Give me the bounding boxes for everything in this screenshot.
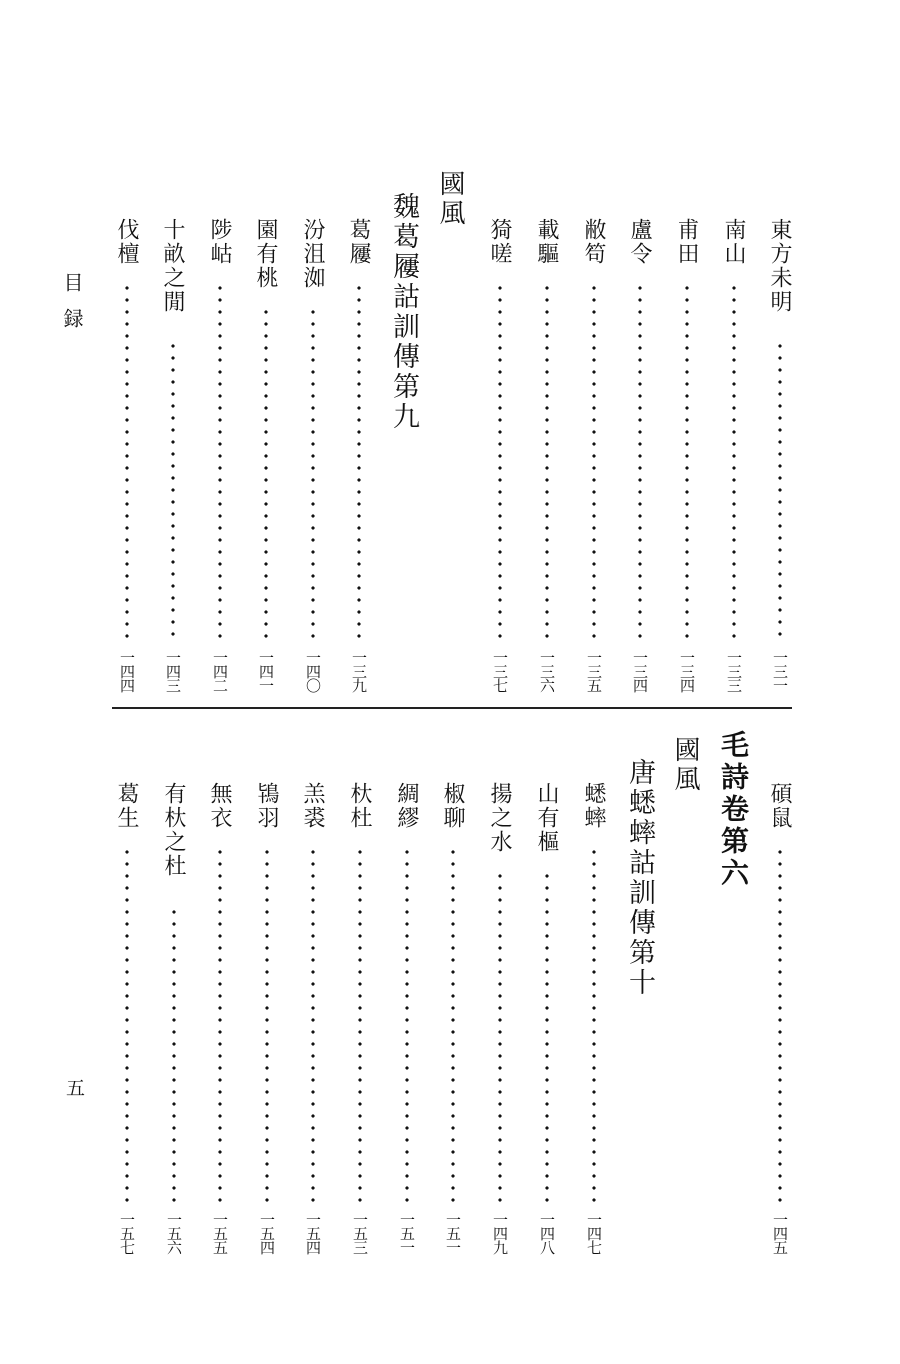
leader-dots	[358, 846, 362, 1202]
leader-dots	[311, 306, 315, 640]
toc-entry-title: 十畝之閒	[160, 218, 185, 314]
toc-entry-page: 一三三	[725, 650, 743, 692]
toc-entry-page: 一三七	[491, 650, 509, 692]
toc-entry-title: 葛生	[114, 782, 139, 830]
toc-entry-title: 載驅	[534, 218, 559, 266]
toc-entry-title: 東方未明	[767, 218, 792, 314]
leader-dots	[638, 282, 642, 640]
toc-entry-page: 一五五	[211, 1212, 229, 1254]
leader-dots	[592, 282, 596, 640]
toc-entry-page: 一四三	[164, 650, 182, 692]
toc-entry-title: 汾沮洳	[300, 218, 325, 290]
leader-dots	[264, 306, 268, 640]
leader-dots	[778, 340, 782, 640]
volume-heading: 毛詩卷第六	[717, 730, 750, 890]
toc-entry-title: 鴇羽	[254, 782, 279, 830]
toc-entry-page: 一三一	[771, 650, 789, 692]
leader-dots	[451, 846, 455, 1202]
toc-entry-title: 陟岵	[207, 218, 232, 266]
toc-entry-page: 一五一	[398, 1212, 416, 1254]
toc-entry-title: 園有桃	[253, 218, 278, 290]
toc-entry-page: 一三五	[585, 650, 603, 692]
toc-entry-title: 猗嗟	[487, 218, 512, 266]
toc-entry-page: 一四五	[771, 1212, 789, 1254]
toc-entry-title: 山有樞	[534, 782, 559, 854]
toc-entry-title: 無衣	[207, 782, 232, 830]
toc-entry-title: 椒聊	[440, 782, 465, 830]
chapter-heading: 魏葛屨詁訓傳第九	[388, 192, 419, 432]
leader-dots	[311, 846, 315, 1202]
page-folio: 五	[63, 1078, 85, 1097]
toc-entry-title: 甫田	[674, 218, 699, 266]
leader-dots	[172, 906, 176, 1202]
toc-entry-title: 敝笱	[581, 218, 606, 266]
horizontal-divider	[112, 707, 792, 709]
toc-entry-page: 一五四	[258, 1212, 276, 1254]
section-heading: 國風	[435, 170, 465, 228]
leader-dots	[218, 282, 222, 640]
leader-dots	[125, 282, 129, 640]
toc-entry-page: 一四四	[118, 650, 136, 692]
toc-entry-page: 一三九	[350, 650, 368, 692]
toc-entry-page: 一四一	[257, 650, 275, 692]
toc-entry-title: 南山	[721, 218, 746, 266]
toc-entry-title: 揚之水	[487, 782, 512, 854]
toc-entry-page: 一四〇	[304, 650, 322, 692]
toc-entry-title: 杕杜	[347, 782, 372, 830]
toc-entry-page: 一四九	[491, 1212, 509, 1254]
toc-entry-title: 綢繆	[394, 782, 419, 830]
leader-dots	[498, 870, 502, 1202]
toc-entry-page: 一四八	[538, 1212, 556, 1254]
leader-dots	[545, 282, 549, 640]
toc-entry-page: 一五三	[351, 1212, 369, 1254]
leader-dots	[778, 846, 782, 1202]
toc-entry-page: 一三四	[678, 650, 696, 692]
toc-entry-page: 一五一	[444, 1212, 462, 1254]
toc-entry-title: 盧令	[627, 218, 652, 266]
toc-entry-title: 蟋蟀	[581, 782, 606, 830]
toc-entry-page: 一五七	[118, 1212, 136, 1254]
toc-entry-title: 碩鼠	[767, 782, 792, 830]
toc-entry-title: 伐檀	[114, 218, 139, 266]
toc-entry-page: 一三六	[538, 650, 556, 692]
leader-dots	[265, 846, 269, 1202]
toc-entry-title: 有杕之杜	[161, 782, 186, 878]
toc-entry-page: 一四二	[211, 650, 229, 692]
leader-dots	[171, 340, 175, 640]
leader-dots	[405, 846, 409, 1202]
chapter-heading: 唐蟋蟀詁訓傳第十	[624, 758, 655, 998]
leader-dots	[685, 282, 689, 640]
toc-entry-page: 一四七	[585, 1212, 603, 1254]
leader-dots	[545, 870, 549, 1202]
section-heading: 國風	[670, 736, 700, 794]
toc-entry-page: 一五六	[165, 1212, 183, 1254]
toc-entry-page: 一五四	[304, 1212, 322, 1254]
leader-dots	[125, 846, 129, 1202]
toc-entry-title: 葛屨	[346, 218, 371, 266]
toc-entry-title: 羔裘	[300, 782, 325, 830]
toc-entry-page: 一三四	[631, 650, 649, 692]
side-label: 目録	[60, 272, 84, 344]
leader-dots	[732, 282, 736, 640]
leader-dots	[498, 282, 502, 640]
leader-dots	[357, 282, 361, 640]
leader-dots	[592, 846, 596, 1202]
leader-dots	[218, 846, 222, 1202]
